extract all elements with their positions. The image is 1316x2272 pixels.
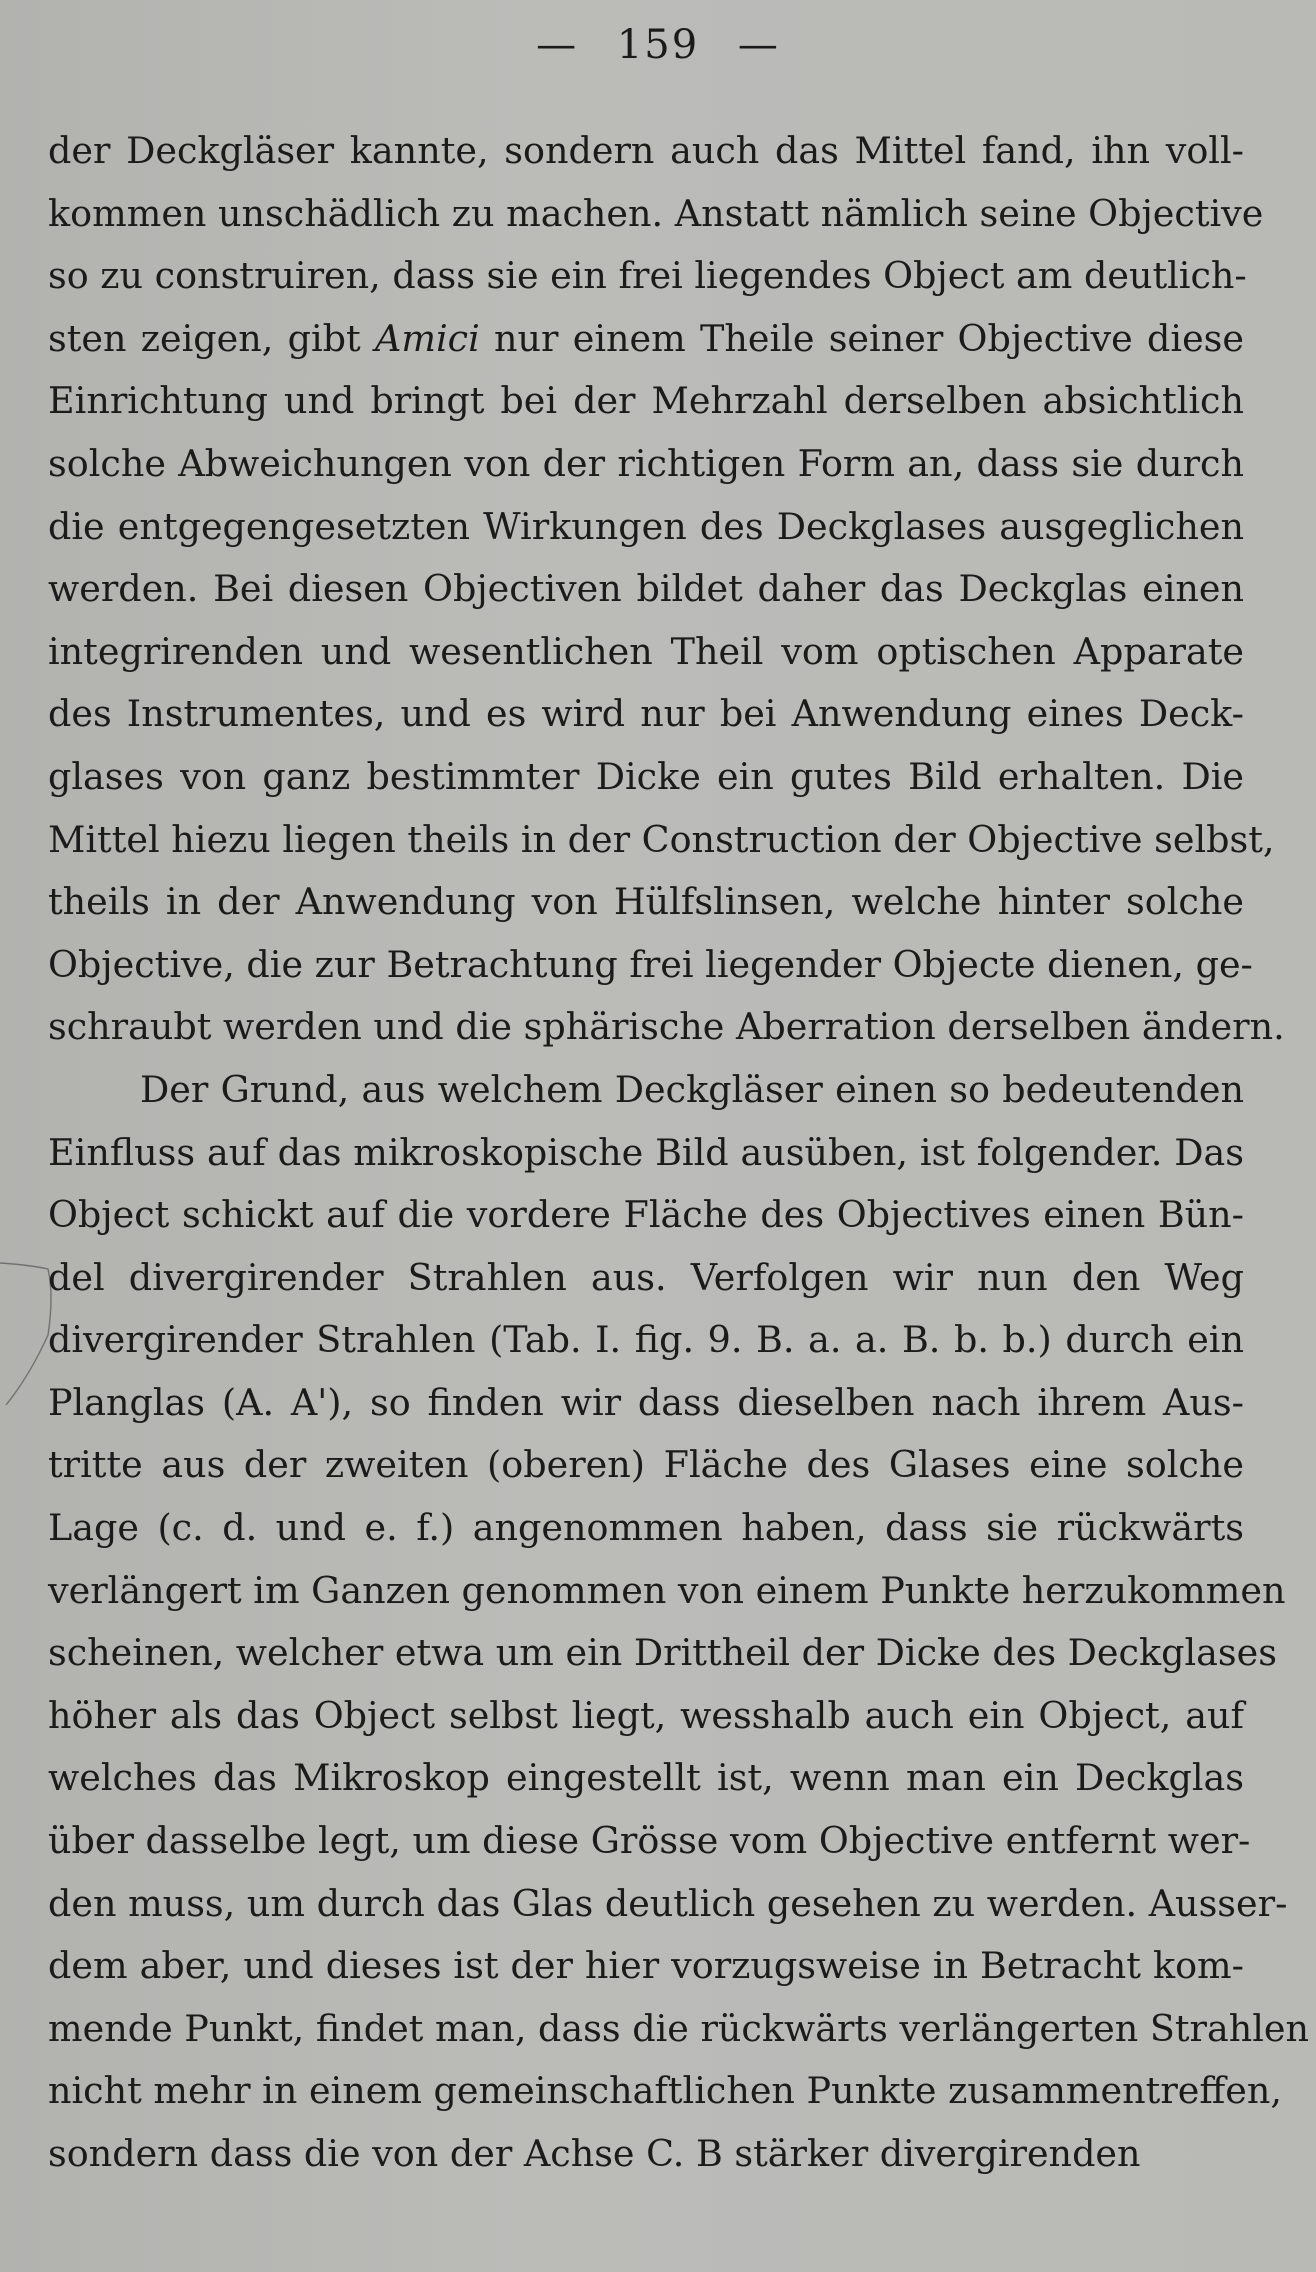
text-line: die entgegengesetzten Wirkungen des Deckglases ausgeglichen: [48, 504, 1244, 548]
text-line: höher als das Object selbst liegt, wesshalb auch ein Object, auf: [48, 1693, 1244, 1737]
text-line: nicht mehr in einem gemeinschaftlichen Punkte zusammentreffen,: [48, 2069, 1283, 2113]
text-line: Objective, die zur Betrachtung frei liegender Objecte dienen, ge-: [48, 942, 1253, 986]
text-line: den muss, um durch das Glas deutlich gesehen zu werden. Ausser-: [48, 1881, 1288, 1925]
text-line: so zu construiren, dass sie ein frei liegendes Object am deutlich-: [48, 254, 1247, 298]
text-line: sondern dass die von der Achse C. B stärker divergirenden: [48, 2132, 1141, 2175]
text-line: werden. Bei diesen Objectiven bildet daher das Deckglas einen: [48, 567, 1244, 611]
text-line: schraubt werden und die sphärische Aberration derselben ändern.: [48, 1005, 1285, 1049]
text-line: Einrichtung und bringt bei der Mehrzahl derselben absichtlich: [48, 379, 1244, 423]
text-line: tritte aus der zweiten (oberen) Fläche des Glases eine solche: [48, 1443, 1244, 1487]
text-line: über dasselbe legt, um diese Grösse vom Objective entfernt wer-: [48, 1819, 1251, 1863]
text-line: glases von ganz bestimmter Dicke ein gutes Bild erhalten. Die: [48, 754, 1244, 798]
text-line: Mittel hiezu liegen theils in der Construction der Objective selbst,: [48, 817, 1275, 861]
text-line: Lage (c. d. und e. f.) angenommen haben, dass sie rückwärts: [48, 1506, 1244, 1550]
text-line: solche Abweichungen von der richtigen Form an, dass sie durch: [48, 441, 1244, 485]
text-line: del divergirender Strahlen aus. Verfolgen wir nun den Weg: [48, 1255, 1244, 1299]
text-line: des Instrumentes, und es wird nur bei Anwendung eines Deck-: [48, 692, 1244, 736]
text-line: welches das Mikroskop eingestellt ist, wenn man ein Deckglas: [48, 1756, 1244, 1800]
text-line: Object schickt auf die vordere Fläche des Objectives einen Bün-: [48, 1193, 1244, 1237]
text-line: der Deckgläser kannte, sondern auch das Mittel fand, ihn voll-: [48, 129, 1244, 172]
text-line: divergirender Strahlen (Tab. I. fig. 9. B. a. a. B. b. b.) durch ein: [48, 1318, 1244, 1362]
text-line: Einfluss auf das mikroskopische Bild ausüben, ist folgender. Das: [48, 1130, 1244, 1174]
text-line: verlängert im Ganzen genommen von einem Punkte herzukommen: [48, 1568, 1286, 1612]
text-line: Planglas (A. A'), so finden wir dass dieselben nach ihrem Aus-: [48, 1380, 1244, 1424]
body-text: [48, 120, 1309, 2186]
text-line: dem aber, und dieses ist der hier vorzugsweise in Betracht kom-: [48, 1944, 1244, 1988]
text-line: mende Punkt, findet man, dass die rückwärts verlängerten Strahlen: [48, 2006, 1309, 2050]
text-line: sten zeigen, gibt Amici nur einem Theile seiner Objective diese: [48, 316, 1244, 360]
text-line: kommen unschädlich zu machen. Anstatt nämlich seine Objective: [48, 191, 1264, 235]
text-line: integrirenden und wesentlichen Theil vom optischen Apparate: [48, 629, 1244, 673]
italic-name: Amici: [374, 316, 480, 360]
text-line: scheinen, welcher etwa um ein Drittheil der Dicke des Deckglases: [48, 1631, 1277, 1675]
text-line: theils in der Anwendung von Hülfslinsen, welche hinter solche: [48, 880, 1244, 924]
page-number-header: — 159 —: [536, 22, 780, 68]
text-line: Der Grund, aus welchem Deckgläser einen so bedeutenden: [140, 1067, 1244, 1111]
